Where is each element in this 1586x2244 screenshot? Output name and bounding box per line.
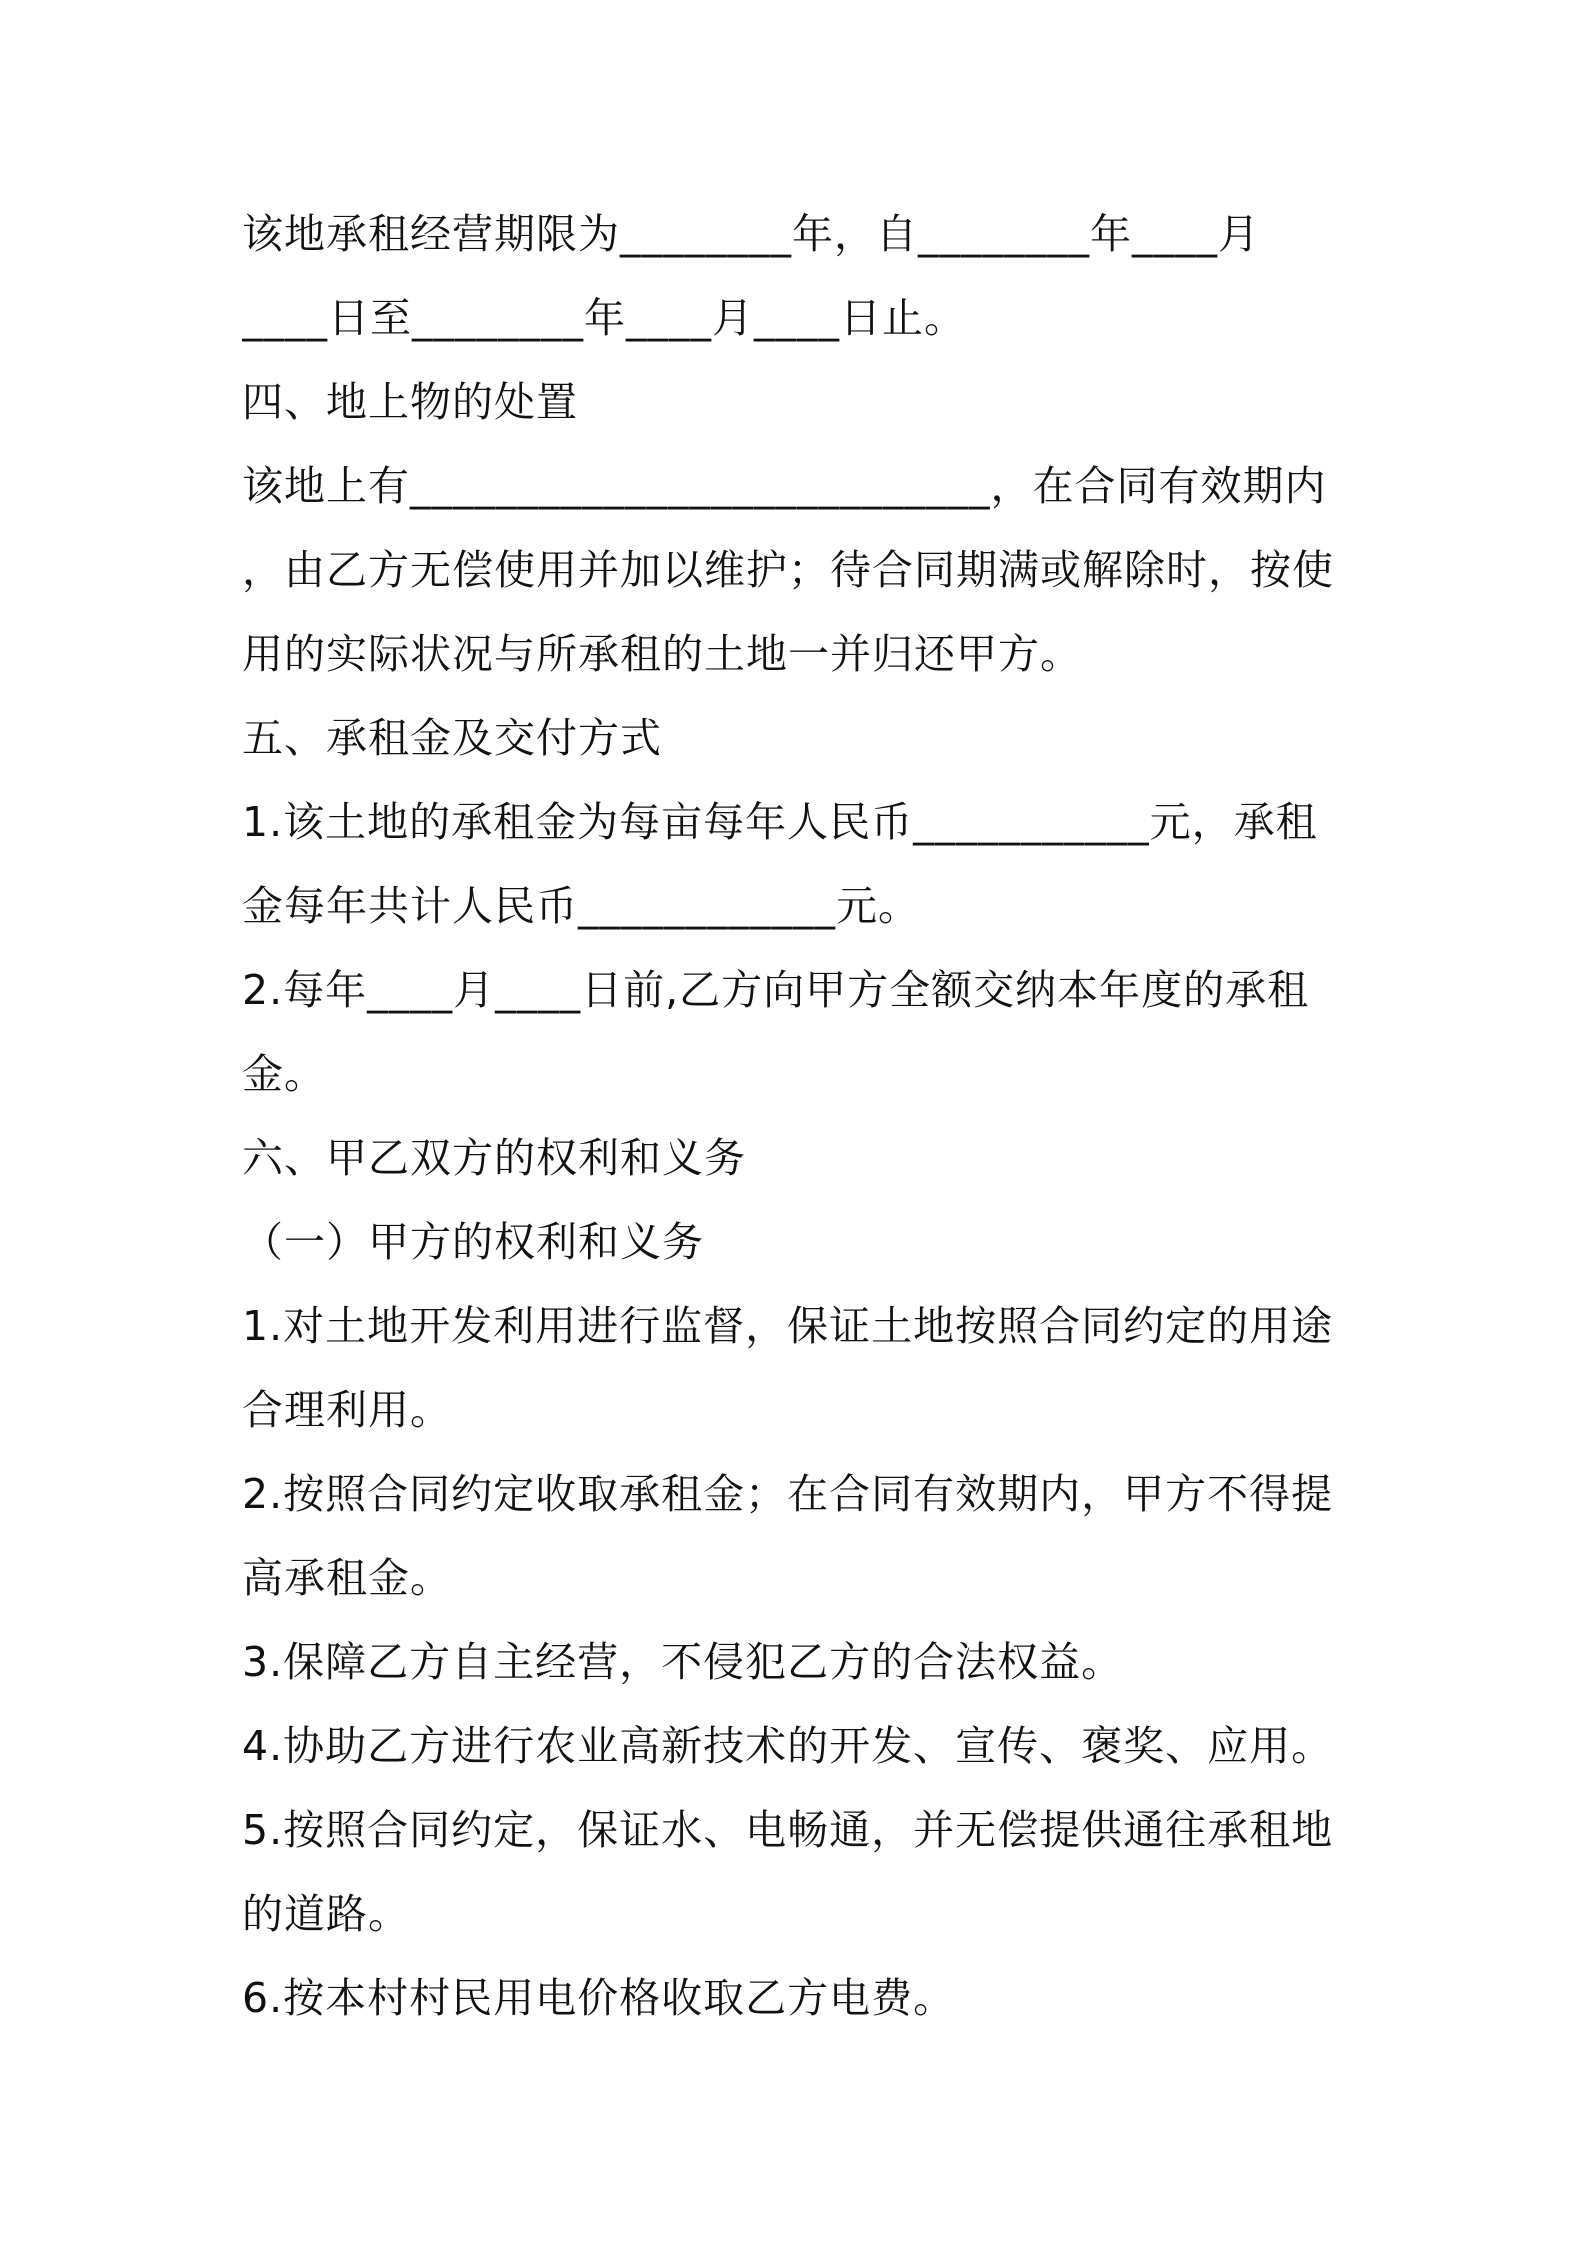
text-line: 2.按照合同约定收取承租金；在合同有效期内，甲方不得提 [242, 1470, 1334, 1518]
text-line: 1.对土地开发利用进行监督，保证土地按照合同约定的用途 [242, 1302, 1334, 1350]
section-heading: 四、地上物的处置 [242, 378, 578, 426]
text-line: ____日至________年____月____日止。 [242, 294, 966, 342]
text-line: 高承租金。 [242, 1554, 452, 1602]
text-line: 用的实际状况与所承租的土地一并归还甲方。 [242, 630, 1082, 678]
text-line: 1.该土地的承租金为每亩每年人民币___________元，承租 [242, 798, 1318, 846]
subsection-heading: （一）甲方的权利和义务 [242, 1218, 704, 1266]
text-line: 2.每年____月____日前,乙方向甲方全额交纳本年度的承租 [242, 966, 1310, 1014]
text-line: 该地承租经营期限为________年，自________年____月 [242, 210, 1260, 258]
text-line: 合理利用。 [242, 1386, 452, 1434]
text-line: 3.保障乙方自主经营，不侵犯乙方的合法权益。 [242, 1638, 1124, 1686]
text-line: 的道路。 [242, 1890, 410, 1938]
text-line: 4.协助乙方进行农业高新技术的开发、宣传、褒奖、应用。 [242, 1722, 1334, 1770]
text-line: 6.按本村村民用电价格收取乙方电费。 [242, 1974, 956, 2022]
section-heading: 五、承租金及交付方式 [242, 714, 662, 762]
contract-text [242, 192, 1352, 2040]
text-line: ，由乙方无偿使用并加以维护；待合同期满或解除时，按使 [242, 546, 1334, 594]
text-line: 金每年共计人民币____________元。 [242, 882, 920, 930]
text-line: 该地上有___________________________，在合同有效期内 [242, 462, 1327, 510]
text-line: 金。 [242, 1050, 326, 1098]
text-line: 5.按照合同约定，保证水、电畅通，并无偿提供通往承租地 [242, 1806, 1334, 1854]
section-heading: 六、甲乙双方的权利和义务 [242, 1134, 746, 1182]
